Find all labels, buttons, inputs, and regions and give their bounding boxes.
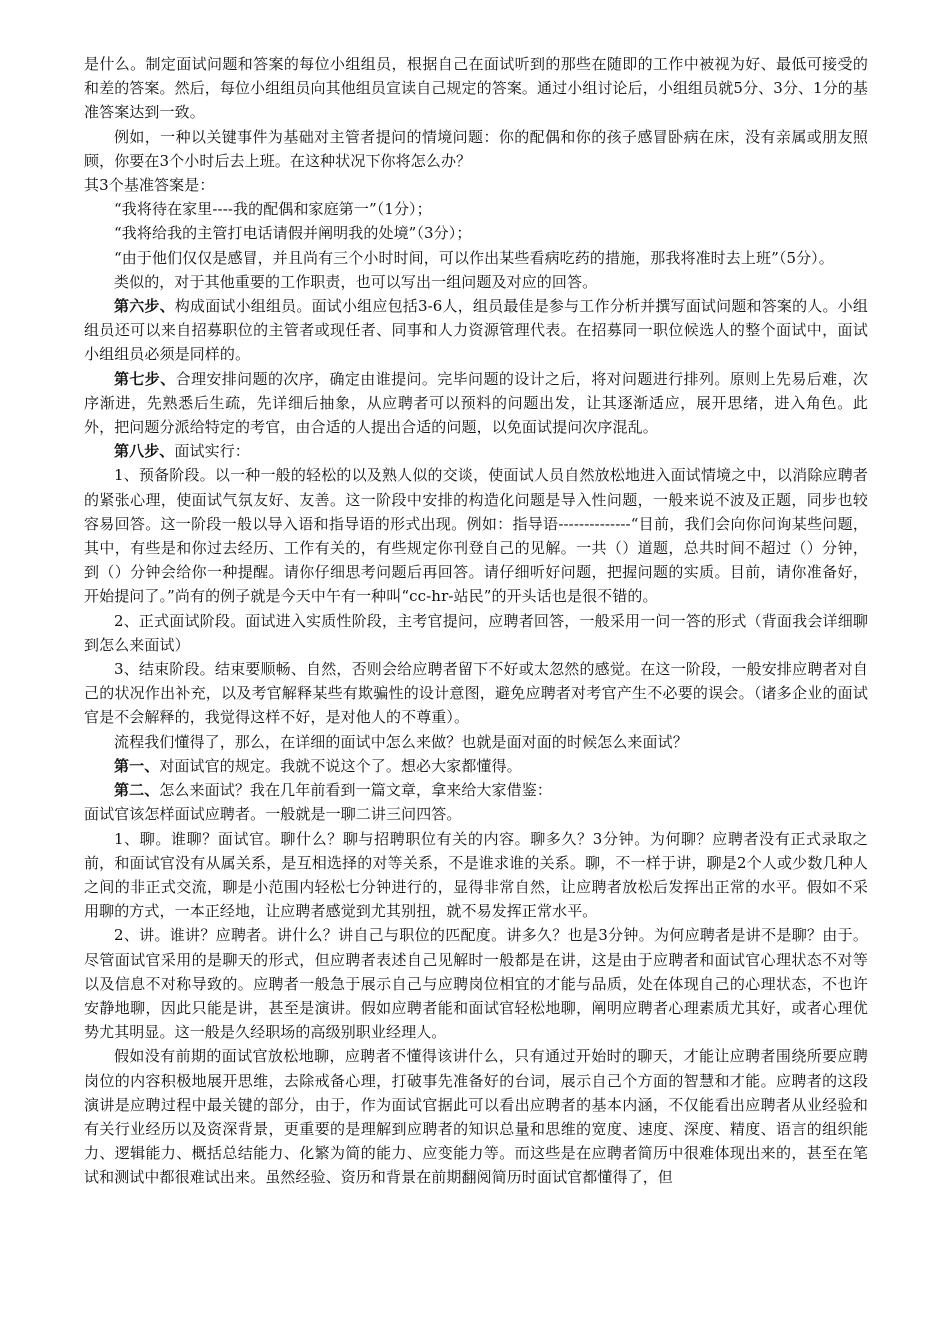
step-heading: 第一、 [114, 756, 160, 775]
step-heading: 第六步、 [114, 297, 175, 316]
paragraph: 流程我们懂得了，那么，在详细的面试中怎么来做？也就是面对面的时候怎么来面试？ [114, 732, 688, 751]
quoted-answer: “我将给我的主管打电话请假并阐明我的处境”（3分）； [114, 224, 472, 243]
step-heading: 第八步、 [114, 442, 175, 461]
paragraph: 1、预备阶段。以一种一般的轻松的以及熟人似的交谈，使面试人员自然放松地进入面试情境之中，以消除应聘者的紧张心理，使面试气氛友好、友善。这一阶段中安排的构造化问题是导入性问题，一般来说不波及正题，同步也较容易回答。这一阶段一般以导入语和指导语的形式出现。例如：指导语--------------“目前，我们会向你问询某些问题，其中，有些是和你过去经历、工作有关的，有些规定你刊登自己的见解。一共（）道题，总共时间不超过（）分钟，到（）分钟会给你一种提醒。请你仔细思考问题后再回答。请仔细听好问题，把握问题的实质。目前，请你准备好，开始提问了。”尚有的例子就是今天中午有一种叫“cc-hr-站民”的开头话也是很不错的。 [84, 466, 868, 606]
paragraph: 3、结束阶段。结束要顺畅、自然，否则会给应聘者留下不好或太忽然的感觉。在这一阶段，一般安排应聘者对自己的状况作出补充，以及考官解释某些有欺骗性的设计意图，避免应聘者对考官产生不必要的误会。（诸多企业的面试官是不会解释的，我觉得这样不好，是对他人的不尊重）。 [84, 660, 868, 727]
step-paragraph: 第八步、面试实行： [114, 442, 250, 461]
step-paragraph: 第一、对面试官的规定。我就不说这个了。想必大家都懂得。 [114, 756, 522, 775]
quoted-answer: “我将待在家里----我的配偶和家庭第一”（1分）； [114, 200, 432, 219]
paragraph: 例如，一种以关键事件为基础对主管者提问的情境问题：你的配偶和你的孩子感冒卧病在床，没有亲属或朋友照顾，你要在3个小时后去上班。在这种状况下你将怎么办？ [84, 127, 868, 170]
quoted-answer: “由于他们仅仅是感冒，并且尚有三个小时时间，可以作出某些看病吃药的措施，那我将准时去上班”（5分）。 [114, 248, 834, 267]
paragraph: 其3个基准答案是： [84, 176, 215, 195]
paragraph: 面试官该怎样面试应聘者。一般就是一聊二讲三问四答。 [84, 805, 462, 824]
paragraph: 1、聊。谁聊？面试官。聊什么？聊与招聘职位有关的内容。聊多久？3分钟。为何聊？应聘者没有正式录取之前，和面试官没有从属关系，是互相选择的对等关系，不是谁求谁的关系。聊，不一样于讲，聊是2个人或少数几种人之间的非正式交流，聊是小范围内轻松七分钟进行的，显得非常自然，让应聘者放松后发挥出正常的水平。假如不采用聊的方式，一本正经地，让应聘者感觉到尤其别扭，就不易发挥正常水平。 [84, 829, 868, 921]
step-paragraph: 第七步、合理安排问题的次序，确定由谁提问。完毕问题的设计之后，将对问题进行排列。原则上先易后难，次序渐进，先熟悉后生疏，先详细后抽象，从应聘者可以预料的问题出发，让其逐渐适应，展开思绪，进入角色。此外，把问题分派给特定的考官，由合适的人提出合适的问题，以免面试提问次序混乱。 [84, 369, 868, 437]
step-heading: 第七步、 [114, 369, 176, 388]
paragraph: 类似的，对于其他重要的工作职责，也可以写出一组问题及对应的回答。 [114, 272, 598, 291]
paragraph: 假如没有前期的面试官放松地聊，应聘者不懂得该讲什么，只有通过开始时的聊天，才能让应聘者围绕所要应聘岗位的内容积极地展开思维，去除戒备心理，打破事先准备好的台词，展示自己个方面的智慧和才能。应聘者的这段演讲是应聘过程中最关键的部分，由于，作为面试官据此可以看出应聘者的基本内涵，不仅能看出应聘者从业经验和有关行业经历以及资深背景，更重要的是理解到应聘者的知识总量和思维的宽度、速度、深度、精度、语言的组织能力、逻辑能力、概括总结能力、化繁为简的能力、应变能力等。而这些是在应聘者简历中很难体现出来的，甚至在笔试和测试中都很难试出来。虽然经验、资历和背景在前期翻阅简历时面试官都懂得了，但 [84, 1047, 868, 1187]
paragraph: 是什么。制定面试问题和答案的每位小组组员，根据自己在面试听到的那些在随即的工作中被视为好、最低可接受的和差的答案。然后，每位小组组员向其他组员宣读自己规定的答案。通过小组讨论后，小组组员就5分、3分、1分的基准答案达到一致。 [84, 55, 868, 122]
step-heading: 第二、 [114, 781, 160, 800]
step-paragraph: 第六步、构成面试小组组员。面试小组应包括3-6人，组员最佳是参与工作分析并撰写面试问题和答案的人。小组组员还可以来自招募职位的主管者或现任者、同事和人力资源管理代表。在招募同一职位候选人的整个面试中，面试小组组员必须是同样的。 [84, 297, 868, 364]
paragraph: 2、讲。谁讲？应聘者。讲什么？讲自己与职位的匹配度。讲多久？也是3分钟。为何应聘者是讲不是聊？由于。尽管面试官采用的是聊天的形式，但应聘者表述自己见解时一般都是在讲，这是由于应聘者和面试官心理状态不对等以及信息不对称导致的。应聘者一般急于展示自己与应聘岗位相宜的才能与品质，处在体现自己的心理状态，不也许安静地聊，因此只能是讲，甚至是演讲。假如应聘者能和面试官轻松地聊，阐明应聘者心理素质尤其好，或者心理优势尤其明显。这一般是久经职场的高级别职业经理人。 [84, 926, 868, 1042]
step-paragraph: 第二、怎么来面试？我在几年前看到一篇文章，拿来给大家借鉴： [114, 781, 552, 800]
paragraph: 2、正式面试阶段。面试进入实质性阶段，主考官提问，应聘者回答，一般采用一问一答的形式（背面我会详细聊到怎么来面试） [84, 611, 868, 654]
